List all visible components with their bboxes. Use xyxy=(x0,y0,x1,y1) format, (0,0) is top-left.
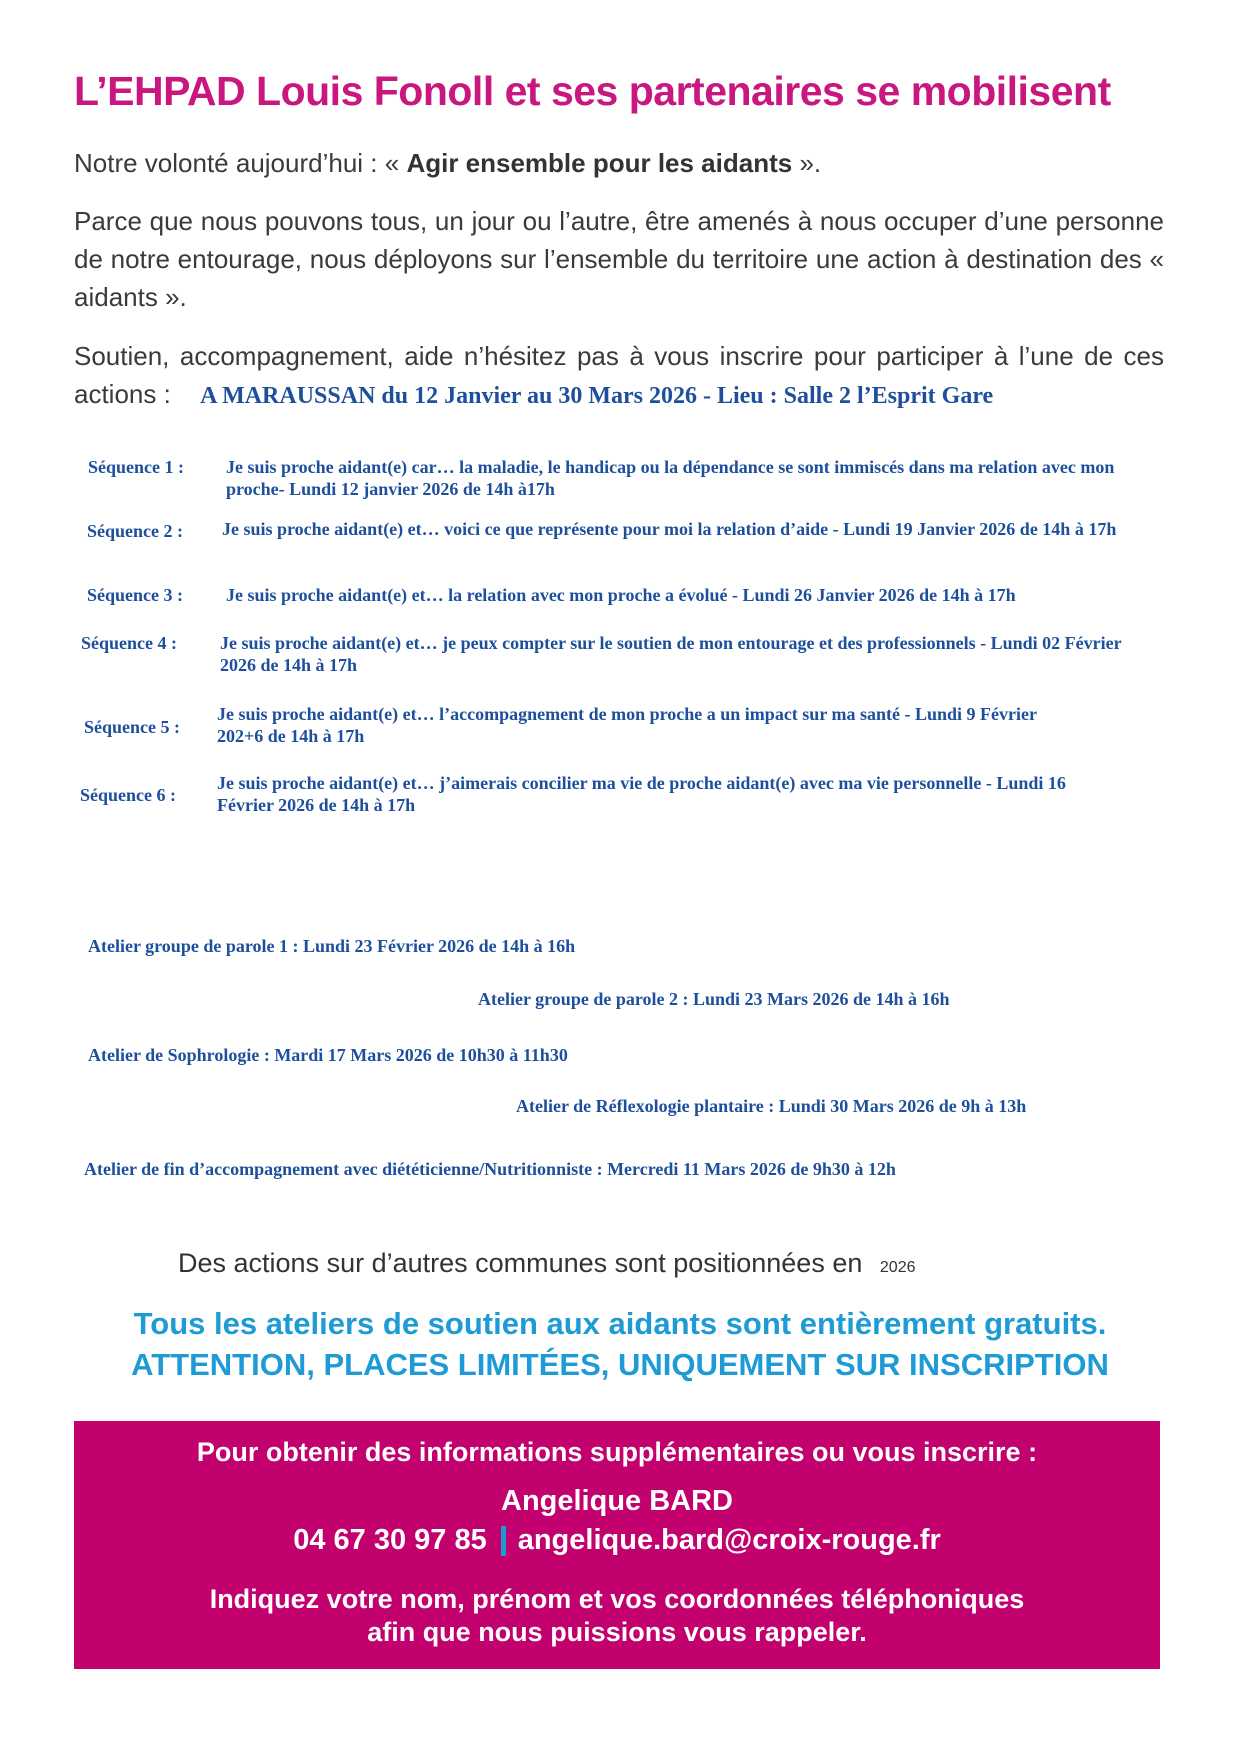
sequence-3-label: Séquence 3 : xyxy=(87,585,183,605)
other-communes-notice xyxy=(178,1248,915,1279)
paragraph-1: Parce que nous pouvons tous, un jour ou l’autre, être amenés à nous occuper d’une personne de notre entourage, nous déployons sur l’ensemble du territoire une action à destination des « aidants ». xyxy=(74,206,1164,312)
atelier-4: Atelier de Réflexologie plantaire : Lundi 30 Mars 2026 de 9h à 13h xyxy=(516,1096,1027,1116)
limited-places-notice: ATTENTION, PLACES LIMITÉES, UNIQUEMENT SUR INSCRIPTION xyxy=(131,1347,1109,1382)
contact-box xyxy=(74,1421,1160,1669)
sequence-4-text: Je suis proche aidant(e) et… je peux compter sur le soutien de mon entourage et des professionnels - Lundi 02 Février 2026 de 14h à 17h xyxy=(220,633,1122,675)
atelier-2: Atelier groupe de parole 2 : Lundi 23 Mars 2026 de 14h à 16h xyxy=(478,989,950,1009)
sequence-3-text: Je suis proche aidant(e) et… la relation avec mon proche a évolué - Lundi 26 Janvier 2026 de 14h à 17h xyxy=(226,585,1016,605)
atelier-3: Atelier de Sophrologie : Mardi 17 Mars 2026 de 10h30 à 11h30 xyxy=(88,1045,568,1065)
contact-instructions-2: afin que nous puissions vous rappeler. xyxy=(367,1617,867,1647)
intro-prefix: Notre volonté aujourd’hui : « xyxy=(74,148,407,178)
sequence-2-text: Je suis proche aidant(e) et… voici ce que représente pour moi la relation d’aide - Lundi 19 Janvier 2026 de 14h à 17h xyxy=(222,519,1117,539)
intro-paragraph xyxy=(74,144,1164,182)
sequence-5-label: Séquence 5 : xyxy=(84,717,180,737)
sequence-1-text: Je suis proche aidant(e) car… la maladie, le handicap ou la dépendance se sont immiscés dans ma relation avec mon proche- Lundi 12 janvier 2026 de 14h à17h xyxy=(226,457,1115,499)
location-highlight: A MARAUSSAN du 12 Janvier au 30 Mars 2026 - Lieu : Salle 2 l’Esprit Gare xyxy=(200,383,994,409)
page-title: L’EHPAD Louis Fonoll et ses partenaires se mobilisent xyxy=(74,68,1111,114)
sequence-4-label: Séquence 4 : xyxy=(81,633,177,653)
intro-suffix: ». xyxy=(792,148,822,178)
atelier-5: Atelier de fin d’accompagnement avec diététicienne/Nutritionniste : Mercredi 11 Mars 2026 de 9h30 à 12h xyxy=(84,1159,896,1179)
other-communes-year: 2026 xyxy=(879,1259,916,1276)
paragraph-2 xyxy=(74,337,1164,415)
sequence-6-label: Séquence 6 : xyxy=(80,785,176,805)
contact-phone[interactable]: 04 67 30 97 85 xyxy=(293,1524,487,1556)
contact-instructions-1: Indiquez votre nom, prénom et vos coordonnées téléphoniques xyxy=(209,1584,1025,1614)
sequence-5-text: Je suis proche aidant(e) et… l’accompagnement de mon proche a un impact sur ma santé - Lundi 9 Février 202+6 de 14h à 17h xyxy=(217,704,1037,746)
paragraph-2-text: Soutien, accompagnement, aide n’hésitez pas à vous inscrire pour participer à l’une de ces actions : xyxy=(74,341,1164,409)
contact-details xyxy=(74,1524,1160,1557)
intro-bold: Agir ensemble pour les aidants xyxy=(406,148,793,178)
sequence-1-label: Séquence 1 : xyxy=(88,457,184,477)
atelier-1: Atelier groupe de parole 1 : Lundi 23 Février 2026 de 14h à 16h xyxy=(88,936,576,956)
separator xyxy=(501,1526,506,1556)
other-communes-text: Des actions sur d’autres communes sont positionnées en xyxy=(178,1248,863,1278)
contact-email[interactable]: angelique.bard@croix-rouge.fr xyxy=(517,1524,941,1556)
free-notice: Tous les ateliers de soutien aux aidants sont entièrement gratuits. xyxy=(133,1306,1107,1341)
contact-name: Angelique BARD xyxy=(501,1485,733,1517)
contact-heading: Pour obtenir des informations supplémentaires ou vous inscrire : xyxy=(196,1437,1038,1467)
sequence-6-text: Je suis proche aidant(e) et… j’aimerais concilier ma vie de proche aidant(e) avec ma vie personnelle - Lundi 16 Février 2026 de 14h à 17h xyxy=(217,773,1066,815)
sequence-2-label: Séquence 2 : xyxy=(87,521,183,541)
